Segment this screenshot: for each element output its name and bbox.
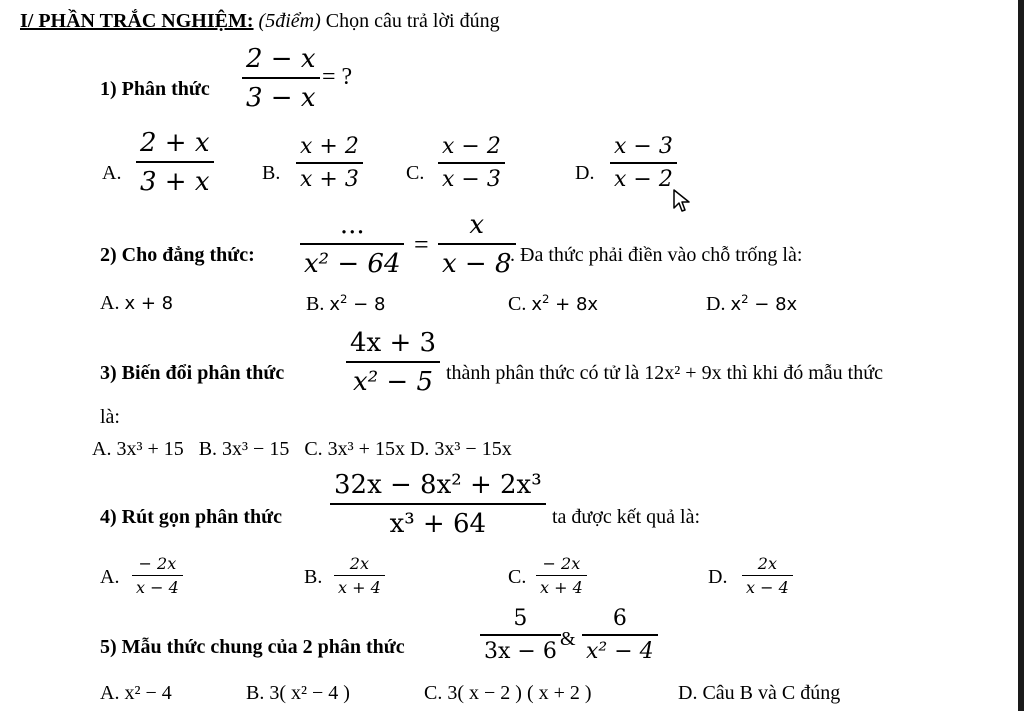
q2-suffix: . Đa thức phải điền vào chỗ trống là: <box>510 244 803 266</box>
q5-fraction-2 <box>582 608 658 663</box>
q2-option-b: B. $x^2 - 8$ <box>306 292 386 315</box>
q2-lhs-den: x² − 64 <box>304 249 401 279</box>
q1-suffix: = ? <box>322 64 353 90</box>
section-header <box>20 10 500 33</box>
q2-rhs-num: x <box>469 210 485 240</box>
q1-option-a-den: 3 + x <box>140 167 210 197</box>
q1-option-b-den: x + 3 <box>300 167 359 192</box>
q5-frac2-num: 6 <box>612 606 627 631</box>
q4-option-a-den: x − 4 <box>136 578 179 597</box>
q1-option-d <box>610 136 677 191</box>
q2-equals: = <box>414 230 429 259</box>
q3-den: x² − 5 <box>353 367 433 397</box>
q2-option-d: D. $x^2 - 8x$ <box>706 292 798 315</box>
section-points: (5điểm) <box>258 10 321 32</box>
q5-frac2-den: x² − 4 <box>586 639 654 664</box>
section-instruction: Chọn câu trả lời đúng <box>325 10 500 32</box>
q5-fraction-1 <box>480 608 561 663</box>
q4-option-d-den: x − 4 <box>746 578 789 597</box>
q4-option-c <box>536 556 587 596</box>
q1-option-c <box>438 136 505 191</box>
q4-option-a-num: − 2x <box>138 554 177 573</box>
q3-options-line <box>92 438 512 461</box>
q4-option-a-letter: A. <box>100 566 120 588</box>
q4-den: x³ + 64 <box>389 509 487 539</box>
q4-option-d-num: 2x <box>757 554 777 573</box>
q4-option-a <box>132 556 183 596</box>
q4-num: 32x − 8x² + 2x³ <box>334 470 542 500</box>
q5-frac1-num: 5 <box>513 606 528 631</box>
q1-label: 1) Phân thức <box>100 78 210 100</box>
q5-options-line <box>100 682 172 705</box>
q3-continuation: là: <box>100 406 120 428</box>
q5-frac1-den: 3x − 6 <box>484 639 557 664</box>
q1-option-b <box>296 136 363 191</box>
q1-option-a-num: 2 + x <box>140 128 210 158</box>
q2-label: 2) Cho đẳng thức: <box>100 244 255 266</box>
q2-option-a: A. x + 8 <box>100 292 174 314</box>
q1-option-c-num: x − 2 <box>442 134 501 159</box>
q4-fraction <box>330 472 546 537</box>
q1-fraction <box>242 46 320 111</box>
q4-option-b <box>334 556 385 596</box>
q1-option-b-num: x + 2 <box>300 134 359 159</box>
q4-option-c-den: x + 4 <box>540 578 583 597</box>
q4-option-d-letter: D. <box>708 566 728 588</box>
q5-label: 5) Mẫu thức chung của 2 phân thức <box>100 636 405 658</box>
q1-option-c-letter: C. <box>406 162 425 184</box>
window-edge <box>1018 0 1024 711</box>
q4-suffix: ta được kết quả là: <box>552 506 701 528</box>
q2-rhs-den: x − 8 <box>442 249 512 279</box>
q1-numerator: 2 − x <box>246 44 316 74</box>
q3-num: 4x + 3 <box>350 328 437 358</box>
q4-label: 4) Rút gọn phân thức <box>100 506 283 528</box>
q2-lhs-num: ... <box>339 210 365 240</box>
q1-option-b-letter: B. <box>262 162 281 184</box>
q3-option-d: D. 3x³ − 15x <box>409 438 512 460</box>
q4-option-b-num: 2x <box>349 554 369 573</box>
q2-rhs-fraction <box>438 212 516 277</box>
q1-option-a <box>136 130 214 195</box>
q3-option-b: B. 3x³ − 15 <box>198 438 290 460</box>
section-title: I/ PHẦN TRẮC NGHIỆM: <box>20 10 254 32</box>
q1-option-d-letter: D. <box>575 162 595 184</box>
q1-denominator: 3 − x <box>246 83 316 113</box>
q5-ampersand: & <box>560 628 576 650</box>
q1-option-d-den: x − 2 <box>614 167 673 192</box>
q1-option-d-num: x − 3 <box>614 134 673 159</box>
q3-suffix: thành phân thức có tử là 12x² + 9x thì khi đó mẫu thức <box>446 362 883 384</box>
q3-fraction <box>346 330 440 395</box>
q2-lhs-fraction <box>300 212 404 277</box>
q3-label: 3) Biến đổi phân thức <box>100 362 285 384</box>
q4-option-c-num: − 2x <box>542 554 581 573</box>
q4-option-b-letter: B. <box>304 566 323 588</box>
q1-option-c-den: x − 3 <box>442 167 501 192</box>
q5-option-a: A. x² − 4 <box>100 682 172 704</box>
q4-option-c-letter: C. <box>508 566 527 588</box>
mouse-cursor-icon <box>672 188 692 214</box>
q4-option-b-den: x + 4 <box>338 578 381 597</box>
q5-option-b: B. 3( x² − 4 ) <box>246 682 350 704</box>
q3-option-c: C. 3x³ + 15x <box>304 438 405 460</box>
q5-option-d: D. Câu B và C đúng <box>678 682 841 704</box>
q5-option-c: C. 3( x − 2 ) ( x + 2 ) <box>424 682 592 704</box>
q4-option-d <box>742 556 793 596</box>
q1-option-a-letter: A. <box>102 162 122 184</box>
q2-option-c: C. $x^2 + 8x$ <box>508 292 599 315</box>
q3-option-a: A. 3x³ + 15 <box>92 438 184 460</box>
